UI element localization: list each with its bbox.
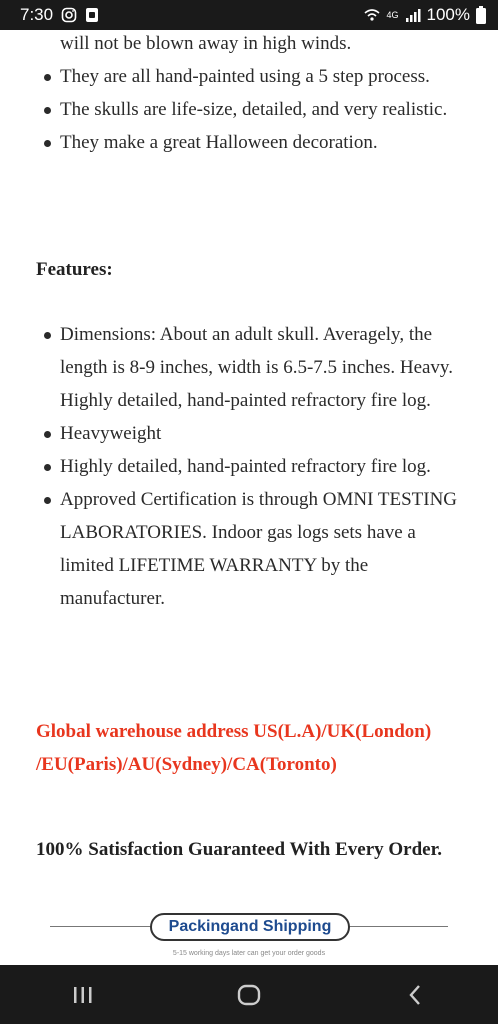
- bullet-icon: [44, 332, 51, 339]
- list-item: Highly detailed, hand-painted refractory fire log.: [0, 450, 498, 483]
- list-item: Heavyweight: [0, 417, 498, 450]
- back-button[interactable]: [385, 975, 445, 1015]
- top-bullet-list: [0, 30, 498, 159]
- home-icon: [237, 984, 261, 1006]
- navigation-bar: [0, 965, 498, 1024]
- bullet-icon: [44, 464, 51, 471]
- status-time: 7:30: [20, 5, 54, 24]
- bullet-icon: [44, 107, 51, 114]
- bullet-icon: [44, 497, 51, 504]
- bullet-icon: [44, 74, 51, 81]
- list-item: Approved Certification is through OMNI TESTING LABORATORIES. Indoor gas logs sets have a limited LIFETIME WARRANTY by the manufacturer.: [0, 483, 498, 615]
- recent-apps-icon: [72, 985, 94, 1005]
- shipping-subtitle: 5-15 working days later can get your order goods: [172, 950, 326, 957]
- list-item: The skulls are life-size, detailed, and very realistic.: [0, 93, 498, 126]
- list-item: They are all hand-painted using a 5 step process.: [0, 60, 498, 93]
- list-item: Dimensions: About an adult skull. Averagely, the length is 8-9 inches, width is 6.5-7.5 inches. Heavy. Highly detailed, hand-painted refractory fire log.: [0, 318, 498, 417]
- home-button[interactable]: [219, 975, 279, 1015]
- battery-percent: 100%: [426, 5, 470, 24]
- bullet-icon: [44, 431, 51, 438]
- back-icon: [407, 984, 423, 1006]
- packing-shipping-title: Packing and Shipping: [150, 913, 350, 941]
- satisfaction-guarantee: 100% Satisfaction Guaranteed With Every Order.: [36, 839, 443, 860]
- warehouse-address: Global warehouse address US(L.A)/UK(London) /EU(Paris)/AU(Sydney)/CA(Toronto): [36, 721, 432, 775]
- list-item: They make a great Halloween decoration.: [0, 126, 498, 159]
- app-notification-icon: [85, 7, 99, 23]
- features-list: [0, 318, 498, 615]
- instagram-icon: [61, 7, 77, 23]
- recent-apps-button[interactable]: [53, 975, 113, 1015]
- list-item: will not be blown away in high winds.: [60, 33, 352, 54]
- features-heading: Features:: [36, 259, 113, 280]
- signal-icon: [405, 8, 421, 22]
- battery-icon: [476, 6, 486, 24]
- wifi-call-icon: [363, 7, 381, 23]
- product-description: [0, 30, 498, 965]
- network-label: 4G: [386, 10, 399, 20]
- status-bar: [0, 0, 498, 30]
- bullet-icon: [44, 140, 51, 147]
- packing-shipping-banner: [50, 909, 448, 959]
